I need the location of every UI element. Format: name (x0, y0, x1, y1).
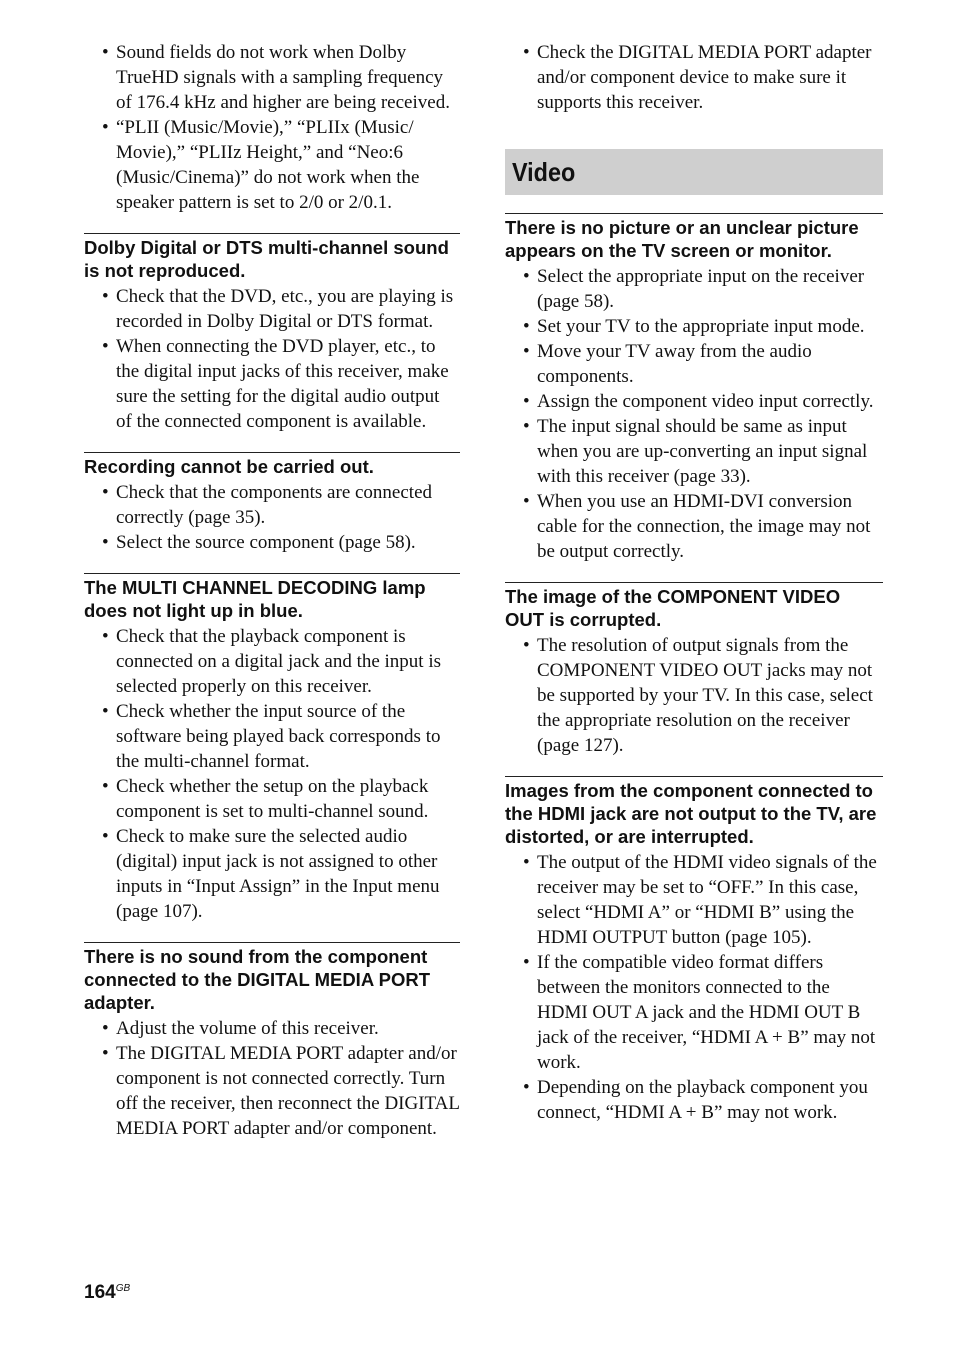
left-column (84, 40, 460, 1141)
troubleshoot-section-dolby-dts (84, 233, 460, 434)
intro-bullet-list (505, 40, 883, 115)
list-item: • When you use an HDMI-DVI conversion cable for the connection, the image may not be output correctly. (505, 489, 883, 564)
section-title: The MULTI CHANNEL DECODING lamp does not light up in blue. (84, 573, 460, 622)
bullet-list (505, 264, 883, 564)
page-number-suffix: GB (115, 1283, 131, 1294)
page-number-value: 164 (84, 1282, 116, 1303)
section-title: There is no sound from the component connected to the DIGITAL MEDIA PORT adapter. (84, 942, 460, 1014)
list-item: • Select the appropriate input on the receiver (page 58). (505, 264, 883, 314)
section-title: There is no picture or an unclear picture appears on the TV screen or monitor. (505, 213, 883, 262)
video-heading: Video (512, 156, 576, 187)
list-item: • Adjust the volume of this receiver. (84, 1016, 460, 1041)
bullet-list (84, 480, 460, 555)
troubleshoot-section-no-picture (505, 213, 883, 564)
list-item: • The input signal should be same as input when you are up-converting an input signal with this receiver (page 33). (505, 414, 883, 489)
list-item: • Set your TV to the appropriate input mode. (505, 314, 883, 339)
list-item: • Check that the playback component is connected on a digital jack and the input is selected properly on this receiver. (84, 624, 460, 699)
troubleshoot-section-recording (84, 452, 460, 555)
bullet-list (84, 284, 460, 434)
list-item: • Check to make sure the selected audio (digital) input jack is not assigned to other inputs in “Input Assign” in the Input menu (page 107). (84, 824, 460, 924)
list-item: • Depending on the playback component you connect, “HDMI A + B” may not work. (505, 1075, 883, 1125)
troubleshoot-section-component-video (505, 582, 883, 758)
video-heading-bar (505, 149, 883, 195)
intro-bullet-list (84, 40, 460, 215)
list-item: • Move your TV away from the audio components. (505, 339, 883, 389)
list-item: • Check that the components are connected correctly (page 35). (84, 480, 460, 530)
right-column (505, 40, 883, 1125)
troubleshoot-section-hdmi (505, 776, 883, 1125)
list-item: • Check whether the input source of the software being played back corresponds to the multi-channel format. (84, 699, 460, 774)
list-item: • The DIGITAL MEDIA PORT adapter and/or component is not connected correctly. Turn off the receiver, then reconnect the DIGITAL MEDIA PORT adapter and/or component. (84, 1041, 460, 1141)
bullet-list (505, 850, 883, 1125)
troubleshoot-section-multichannel-lamp (84, 573, 460, 924)
section-title: Dolby Digital or DTS multi-channel sound is not reproduced. (84, 233, 460, 282)
list-item: • Assign the component video input correctly. (505, 389, 883, 414)
bullet-list (505, 633, 883, 758)
page-number (84, 1282, 130, 1304)
list-item: • Check that the DVD, etc., you are playing is recorded in Dolby Digital or DTS format. (84, 284, 460, 334)
list-item: • Select the source component (page 58). (84, 530, 460, 555)
section-title: Images from the component connected to the HDMI jack are not output to the TV, are distorted, or are interrupted. (505, 776, 883, 848)
list-item: • Check the DIGITAL MEDIA PORT adapter and/or component device to make sure it supports this receiver. (505, 40, 883, 115)
list-item: • “PLII (Music/Movie),” “PLIIx (Music/ Movie),” “PLIIz Height,” and “Neo:6 (Music/Cinema)” do not work when the speaker pattern is set to 2/0 or 2/0.1. (84, 115, 460, 215)
troubleshoot-section-digital-media-port (84, 942, 460, 1141)
list-item: • The resolution of output signals from the COMPONENT VIDEO OUT jacks may not be supported by your TV. In this case, select the appropriate resolution on the receiver (page 127). (505, 633, 883, 758)
bullet-list (84, 624, 460, 924)
list-item: • Sound fields do not work when Dolby TrueHD signals with a sampling frequency of 176.4 kHz and higher are being received. (84, 40, 460, 115)
bullet-list (84, 1016, 460, 1141)
list-item: • When connecting the DVD player, etc., to the digital input jacks of this receiver, make sure the setting for the digital audio output of the connected component is available. (84, 334, 460, 434)
list-item: • If the compatible video format differs between the monitors connected to the HDMI OUT A jack and the HDMI OUT B jack of the receiver, “HDMI A + B” may not work. (505, 950, 883, 1075)
section-title: Recording cannot be carried out. (84, 452, 460, 478)
list-item: • The output of the HDMI video signals of the receiver may be set to “OFF.” In this case, select “HDMI A” or “HDMI B” using the HDMI OUTPUT button (page 105). (505, 850, 883, 950)
section-title: The image of the COMPONENT VIDEO OUT is corrupted. (505, 582, 883, 631)
list-item: • Check whether the setup on the playback component is set to multi-channel sound. (84, 774, 460, 824)
